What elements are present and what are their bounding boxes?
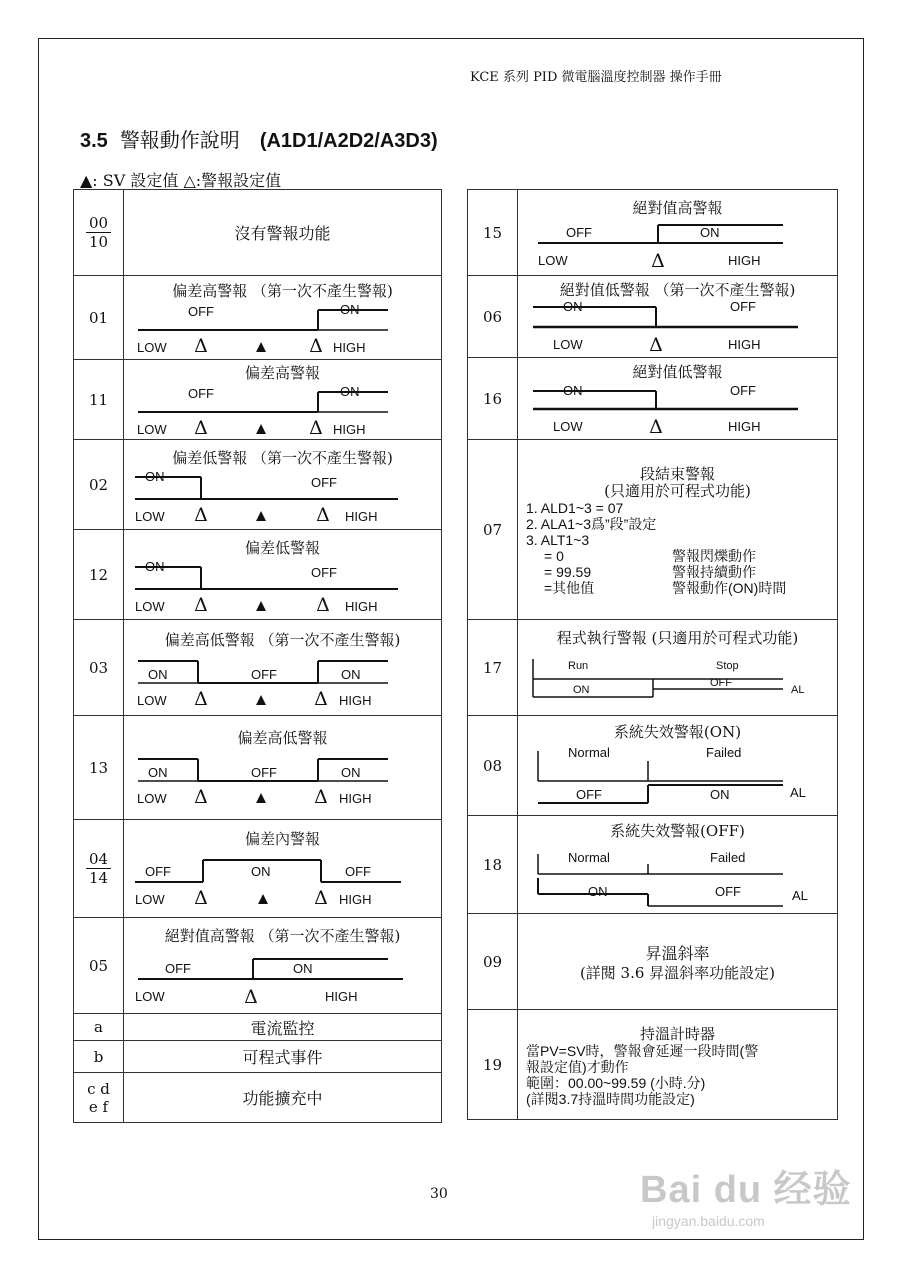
table-row — [468, 190, 838, 276]
code-cell: 19 — [468, 1010, 518, 1120]
diagram-label: LOW — [134, 891, 165, 907]
diagram-label: HIGH — [344, 508, 377, 523]
alarm-setpoint-marker: Δ — [650, 249, 665, 269]
value-desc: 警報動作(ON)時間 — [672, 580, 787, 596]
section-number: 3.5 — [80, 130, 108, 152]
alarm-setpoint-marker: Δ — [315, 593, 330, 613]
table-row — [74, 1073, 442, 1123]
code-bottom: 14 — [88, 869, 109, 887]
diagram-label: ON — [340, 764, 360, 780]
diagram-label: ON — [562, 382, 582, 398]
diagram-label: LOW — [134, 988, 165, 1004]
alarm-setpoint-marker: Δ — [193, 785, 208, 808]
alarm-setpoint-marker: Δ — [243, 985, 258, 1007]
diagram-label: OFF — [714, 883, 741, 899]
description-cell: 電流監控 — [124, 1014, 442, 1041]
code-cell: 05 — [74, 918, 124, 1014]
alarm-setpoint-marker: Δ — [193, 416, 208, 438]
note-line: 2. ALA1~3爲”段”設定 — [526, 516, 657, 532]
diagram-label: OFF — [310, 474, 337, 490]
diagram-label: LOW — [134, 508, 165, 523]
code-cell: 02 — [74, 440, 124, 530]
diagram-label: ON — [292, 960, 312, 976]
sv-setpoint-marker: ▲ — [252, 336, 269, 356]
diagram-label: HIGH — [332, 339, 365, 355]
code-cell: 07 — [468, 440, 518, 620]
alarm-setpoint-marker: Δ — [193, 503, 208, 523]
row-title: 偏差低警報 （第一次不產生警報) — [172, 448, 393, 467]
diagram-label: HIGH — [338, 891, 371, 907]
watermark — [640, 1158, 852, 1229]
table-row — [74, 530, 442, 620]
row-title: 程式執行警報 (只適用於可程式功能) — [556, 628, 799, 647]
section-heading — [80, 124, 438, 153]
row-title: 絕對值低警報 （第一次不產生警報) — [559, 280, 796, 299]
right-alarm-table — [467, 189, 838, 1120]
code-cell: 12 — [74, 530, 124, 620]
diagram-label: LOW — [134, 598, 165, 613]
code-cell: 16 — [468, 358, 518, 440]
code-cell — [74, 190, 124, 276]
diagram-label: OFF — [164, 960, 191, 976]
alarm-diagram-15 — [528, 217, 828, 269]
alarm-setpoint-marker: Δ — [648, 333, 663, 355]
diagram-label: ON — [144, 468, 164, 484]
table-row — [468, 716, 838, 816]
code-cell: 15 — [468, 190, 518, 276]
alarm-diagram-03 — [133, 649, 433, 707]
sv-setpoint-marker: ▲ — [252, 787, 269, 807]
diagram-label: ON — [147, 666, 167, 682]
row-title: 絕對值低警報 — [632, 362, 723, 381]
table-row — [74, 820, 442, 918]
code-cell: 08 — [468, 716, 518, 816]
row-title: 系統失效警報(OFF) — [610, 821, 745, 840]
diagram-label: HIGH — [338, 692, 371, 707]
value-row — [526, 564, 837, 580]
diagram-label: OFF — [709, 676, 732, 689]
watermark-brand: Bai du 经验 — [640, 1169, 852, 1211]
diagram-label: Failed — [709, 849, 745, 865]
segment-end-notes — [518, 500, 837, 596]
value-row — [526, 548, 837, 564]
diagram-label: OFF — [187, 303, 214, 319]
diagram-label: ON — [587, 883, 607, 899]
legend: ▲: SV 設定值 △:警報設定值 — [80, 171, 282, 190]
diagram-label: HIGH — [344, 598, 377, 613]
diagram-label: OFF — [187, 385, 214, 401]
code-cell: 17 — [468, 620, 518, 716]
alarm-diagram-08 — [528, 741, 828, 811]
value: = 0 — [544, 548, 564, 564]
diagram-label: OFF — [344, 863, 371, 879]
alarm-setpoint-marker: Δ — [308, 334, 323, 356]
row-title: 持溫計時器 — [639, 1024, 715, 1043]
table-row — [74, 190, 442, 276]
diagram-label: LOW — [136, 339, 167, 355]
value: = 99.59 — [544, 564, 592, 580]
alarm-diagram-04 — [133, 848, 433, 910]
alarm-diagram-18 — [528, 840, 828, 910]
row-subtitle: (只適用於可程式功能) — [604, 482, 751, 500]
sv-setpoint-marker: ▲ — [252, 689, 269, 707]
row-title: 絕對值高警報 — [632, 198, 723, 217]
sv-setpoint-marker: ▲ — [252, 505, 269, 523]
note-line: 3. ALT1~3 — [526, 532, 590, 548]
table-row — [74, 360, 442, 440]
alarm-setpoint-marker: Δ — [193, 334, 208, 356]
alarm-diagram-11 — [133, 382, 433, 438]
description-cell: 可程式事件 — [124, 1041, 442, 1073]
sv-setpoint-marker: ▲ — [252, 595, 269, 613]
diagram-label: LOW — [537, 252, 568, 268]
left-alarm-table — [73, 189, 442, 1123]
diagram-label: Normal — [567, 849, 610, 865]
alarm-setpoint-marker: Δ — [193, 687, 208, 707]
alarm-diagram-17 — [528, 647, 828, 709]
alarm-setpoint-marker: Δ — [308, 416, 323, 438]
diagram-label: OFF — [729, 298, 756, 314]
soak-timer-notes — [518, 1043, 837, 1107]
diagram-label: HIGH — [324, 988, 357, 1004]
code-top: 04 — [86, 850, 111, 869]
diagram-label: HIGH — [727, 336, 760, 352]
code-top: c d — [87, 1079, 110, 1098]
diagram-label: HIGH — [332, 421, 365, 437]
section-codes: (A1D1/A2D2/A3D3) — [259, 130, 438, 152]
diagram-label: OFF — [310, 564, 337, 580]
table-row — [74, 276, 442, 360]
code-cell: 06 — [468, 276, 518, 358]
diagram-label: ON — [572, 683, 589, 696]
diagram-label: Stop — [715, 659, 739, 672]
row-title: 偏差內警報 — [244, 829, 320, 848]
table-row — [74, 1041, 442, 1073]
diagram-label: AL — [790, 683, 804, 696]
row-title: 偏差高低警報 — [237, 728, 328, 747]
code-cell — [74, 820, 124, 918]
diagram-label: ON — [562, 298, 582, 314]
diagram-label: AL — [789, 784, 806, 800]
diagram-label: ON — [709, 786, 729, 802]
diagram-label: OFF — [575, 786, 602, 802]
value-desc: 警報閃爍動作 — [672, 548, 756, 564]
note-line: 1. ALD1~3 = 07 — [526, 500, 624, 516]
note-line: 範圍：00.00~99.59 (小時.分) — [526, 1074, 706, 1091]
alarm-diagram-02 — [133, 467, 433, 523]
table-row — [74, 918, 442, 1014]
alarm-setpoint-marker: Δ — [315, 503, 330, 523]
note-line: 報設定值)才動作 — [526, 1058, 629, 1075]
alarm-diagram-05 — [133, 945, 433, 1007]
diagram-label: LOW — [552, 418, 583, 434]
alarm-setpoint-marker: Δ — [193, 593, 208, 613]
code-cell: 18 — [468, 816, 518, 914]
alarm-diagram-12 — [133, 557, 433, 613]
watermark-url: jingyan.baidu.com — [652, 1213, 765, 1229]
diagram-label: ON — [250, 863, 270, 879]
row-title: 系統失效警報(ON) — [613, 722, 742, 741]
diagram-label: AL — [791, 887, 808, 903]
code-cell: 01 — [74, 276, 124, 360]
diagram-label: HIGH — [338, 790, 371, 806]
alarm-setpoint-marker: Δ — [648, 415, 663, 437]
diagram-label: ON — [339, 301, 359, 317]
code-cell: 03 — [74, 620, 124, 716]
row-title: 段結束警報 — [639, 465, 715, 483]
sv-setpoint-marker: ▲ — [254, 888, 271, 908]
value-desc: 警報持續動作 — [672, 564, 756, 580]
alarm-diagram-16 — [528, 381, 828, 437]
diagram-label: ON — [339, 383, 359, 399]
code-cell: 09 — [468, 914, 518, 1010]
diagram-label: OFF — [565, 224, 592, 240]
table-row — [468, 358, 838, 440]
diagram-label: LOW — [552, 336, 583, 352]
alarm-setpoint-marker: Δ — [313, 785, 328, 808]
diagram-label: OFF — [144, 863, 171, 879]
diagram-label: OFF — [250, 666, 277, 682]
diagram-label: ON — [699, 224, 719, 240]
table-row — [468, 1010, 838, 1120]
alarm-diagram-06 — [528, 299, 828, 355]
diagram-label: Normal — [567, 744, 610, 760]
row-title: 昇溫斜率 — [645, 943, 710, 963]
diagram-label: LOW — [136, 692, 167, 707]
value: =其他值 — [544, 580, 595, 596]
value-row — [526, 580, 837, 596]
table-row — [468, 914, 838, 1010]
section-title: 警報動作說明 — [119, 128, 240, 152]
diagram-label: OFF — [250, 764, 277, 780]
row-title: 偏差高低警報 （第一次不產生警報) — [164, 630, 401, 649]
row-title: 絕對值高警報 （第一次不產生警報) — [164, 926, 401, 945]
alarm-setpoint-marker: Δ — [193, 886, 208, 909]
alarm-setpoint-marker: Δ — [313, 886, 328, 909]
table-row — [74, 1014, 442, 1041]
table-row — [468, 440, 838, 620]
code-cell: a — [74, 1014, 124, 1041]
row-title: 偏差高警報 — [244, 363, 320, 382]
note-line: (詳閱3.7持溫時間功能設定) — [526, 1090, 695, 1107]
row-title: 偏差低警報 — [244, 538, 320, 557]
diagram-label: ON — [340, 666, 360, 682]
running-header: KCE 系列 PID 微電腦溫度控制器 操作手冊 — [470, 70, 722, 85]
row-subtitle: (詳閱 3.6 昇溫斜率功能設定) — [579, 963, 776, 982]
diagram-label: Run — [567, 659, 588, 672]
page-number: 30 — [430, 1186, 448, 1202]
alarm-setpoint-marker: Δ — [313, 687, 328, 707]
diagram-label: LOW — [136, 790, 167, 806]
alarm-diagram-01 — [133, 300, 433, 356]
diagram-label: ON — [147, 764, 167, 780]
diagram-label: ON — [144, 558, 164, 574]
diagram-label: LOW — [136, 421, 167, 437]
code-cell — [74, 1073, 124, 1123]
table-row — [468, 620, 838, 716]
table-row — [74, 440, 442, 530]
note-line: 當PV=SV時，警報會延遲一段時間(警 — [526, 1042, 759, 1059]
code-cell: 13 — [74, 716, 124, 820]
description-cell: 沒有警報功能 — [124, 190, 442, 276]
table-row — [74, 716, 442, 820]
code-bottom: 10 — [88, 233, 109, 251]
diagram-label: OFF — [729, 382, 756, 398]
table-row — [468, 276, 838, 358]
code-top: 00 — [86, 214, 111, 233]
table-row — [468, 816, 838, 914]
diagram-label: HIGH — [727, 252, 760, 268]
code-bottom: e f — [88, 1097, 109, 1116]
code-cell: 11 — [74, 360, 124, 440]
alarm-diagram-13 — [133, 747, 433, 809]
description-cell: 功能擴充中 — [124, 1073, 442, 1123]
code-cell: b — [74, 1041, 124, 1073]
row-title: 偏差高警報 （第一次不產生警報) — [172, 281, 393, 300]
table-row — [74, 620, 442, 716]
diagram-label: HIGH — [727, 418, 760, 434]
sv-setpoint-marker: ▲ — [252, 418, 269, 438]
diagram-label: Failed — [705, 744, 741, 760]
